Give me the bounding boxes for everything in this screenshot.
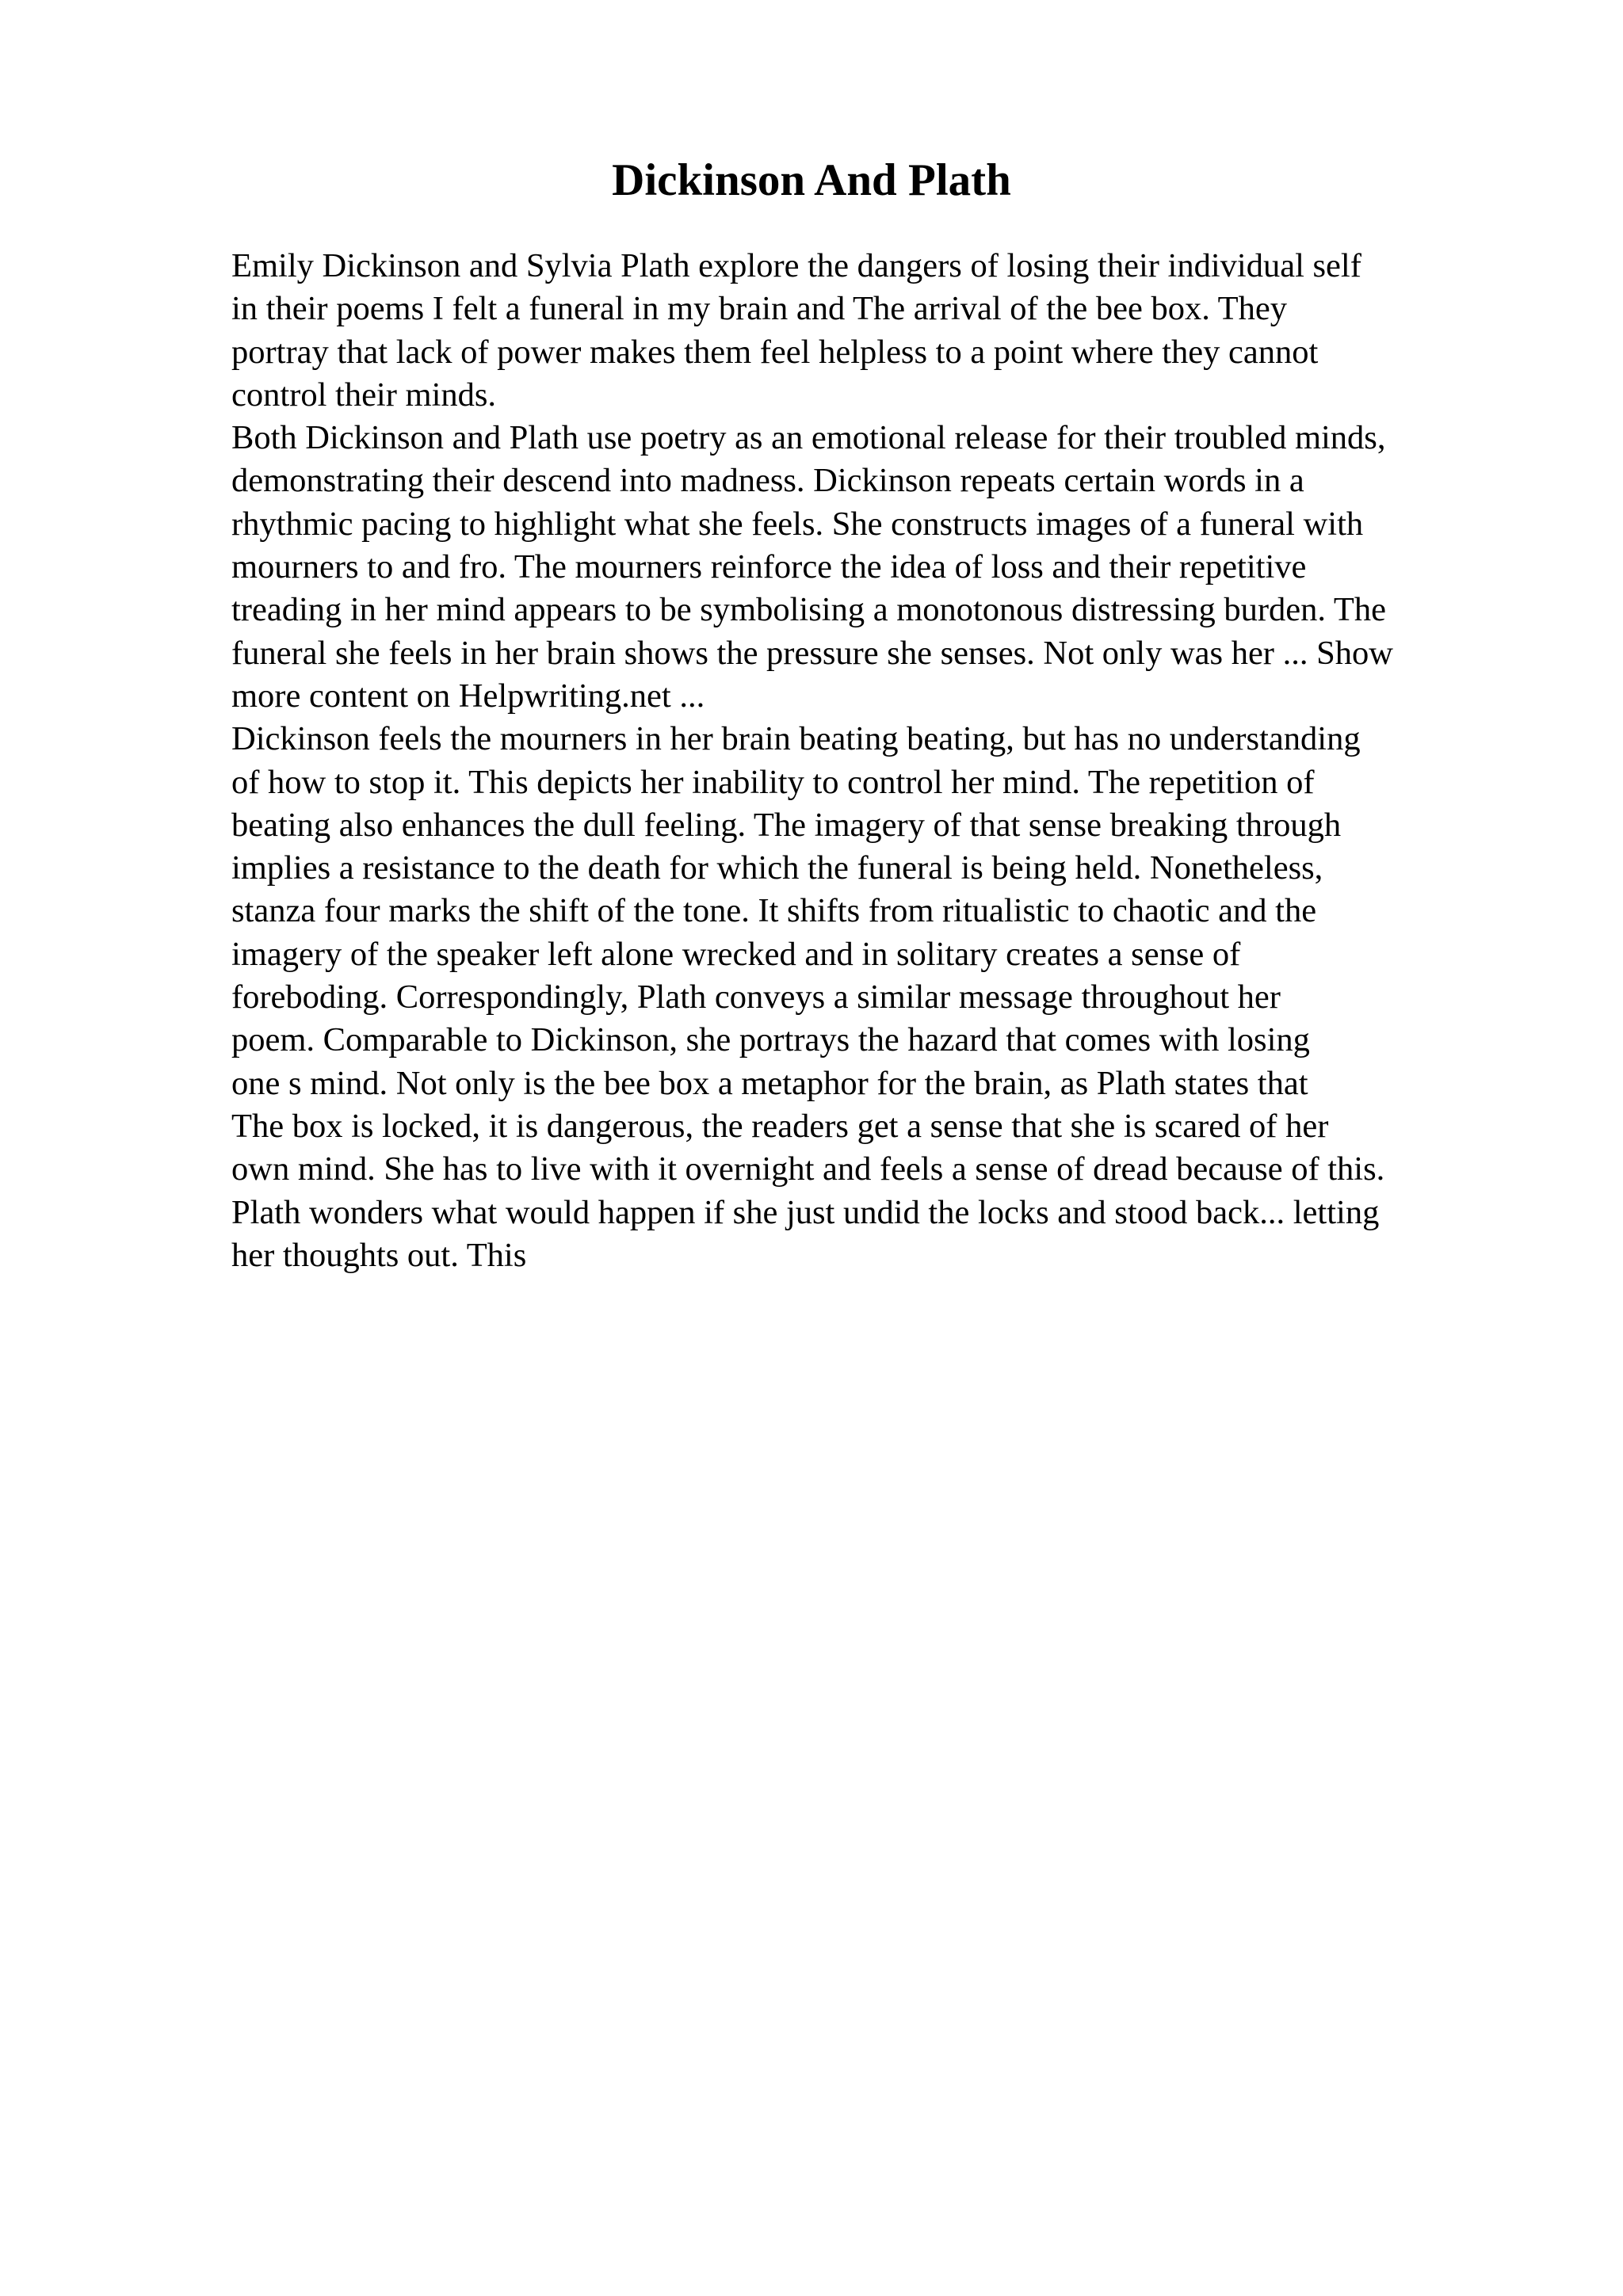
body-line: funeral she feels in her brain shows the pressure she senses. Not only was her ... Show (231, 634, 1393, 672)
body-line: Plath wonders what would happen if she just undid the locks and stood back... letting (231, 1193, 1380, 1231)
body-line: own mind. She has to live with it overnight and feels a sense of dread because of this. (231, 1150, 1385, 1188)
body-line: mourners to and fro. The mourners reinforce the idea of loss and their repetitive (231, 548, 1307, 586)
body-line: treading in her mind appears to be symbolising a monotonous distressing burden. The (231, 591, 1386, 629)
body-line: Emily Dickinson and Sylvia Plath explore the dangers of losing their individual self (231, 247, 1361, 284)
body-line: beating also enhances the dull feeling. The imagery of that sense breaking through (231, 806, 1342, 844)
body-line: rhythmic pacing to highlight what she feels. She constructs images of a funeral with (231, 505, 1364, 543)
body-line: her thoughts out. This (231, 1236, 527, 1274)
body-line: more content on Helpwriting.net ... (231, 677, 705, 715)
body-line: Both Dickinson and Plath use poetry as an emotional release for their troubled minds, (231, 419, 1386, 457)
body-line: foreboding. Correspondingly, Plath conveys a similar message throughout her (231, 978, 1281, 1016)
body-line: in their poems I felt a funeral in my brain and The arrival of the bee box. They (231, 290, 1288, 328)
body-line: demonstrating their descend into madness. Dickinson repeats certain words in a (231, 462, 1304, 500)
document-title: Dickinson And Plath (612, 155, 1011, 205)
body-line: one s mind. Not only is the bee box a metaphor for the brain, as Plath states that (231, 1064, 1308, 1102)
body-line: portray that lack of power makes them feel helpless to a point where they cannot (231, 333, 1319, 371)
body-line: implies a resistance to the death for which the funeral is being held. Nonetheless, (231, 849, 1323, 887)
body-line: imagery of the speaker left alone wrecked and in solitary creates a sense of (231, 935, 1241, 973)
body-line: of how to stop it. This depicts her inability to control her mind. The repetition of (231, 763, 1315, 801)
body-line: poem. Comparable to Dickinson, she portrays the hazard that comes with losing (231, 1021, 1310, 1059)
body-line: Dickinson feels the mourners in her brain beating beating, but has no understanding (231, 720, 1361, 758)
body-line: The box is locked, it is dangerous, the readers get a sense that she is scared of her (231, 1107, 1329, 1145)
document-body (231, 245, 1515, 1277)
body-line: stanza four marks the shift of the tone. It shifts from ritualistic to chaotic and the (231, 892, 1317, 930)
body-line: control their minds. (231, 376, 497, 414)
